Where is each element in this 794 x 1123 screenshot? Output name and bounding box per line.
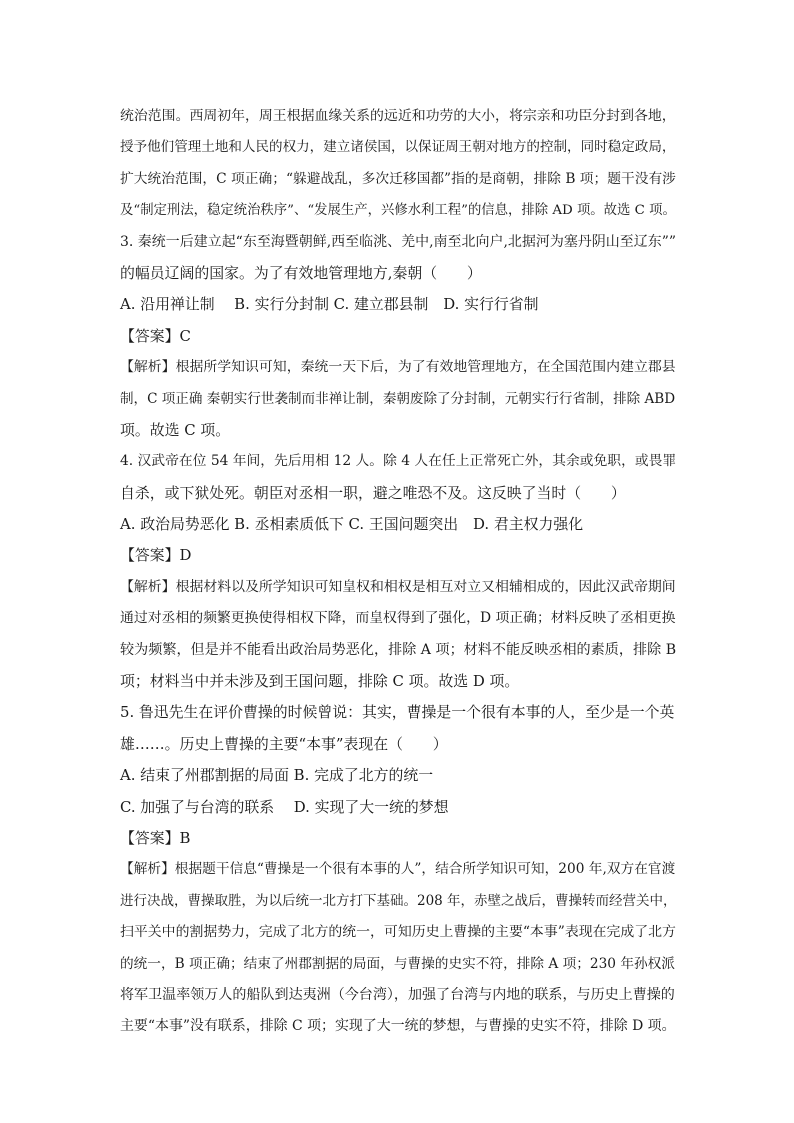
text-line: 5. 鲁迅先生在评价曹操的时候曾说：其实，曹操是一个很有本事的人，至少是一个英 [120, 703, 675, 722]
text-line: 的幅员辽阔的国家。为了有效地管理地方,秦朝（ ） [120, 263, 482, 282]
text-line: 【答案】C [120, 326, 191, 345]
text-line: 扩大统治范围，C 项正确；“躲避战乱，多次迁移国都”指的是商朝，排除 B 项；题干没有涉 [120, 170, 676, 187]
text-line: 将军卫温率领万人的船队到达夷洲（今台湾），加强了台湾与内地的联系，与历史上曹操的 [120, 986, 675, 1003]
text-line: A. 政治局势恶化 B. 丞相素质低下 C. 王国问题突出 D. 君主权力强化 [120, 515, 584, 534]
document-body [120, 101, 680, 1043]
text-line: 较为频繁，但是并不能看出政治局势恶化，排除 A 项；材料不能反映丞相的素质，排除 B [120, 641, 677, 658]
text-line: 扫平关中的割据势力，完成了北方的统一，可知历史上曹操的主要“本事”表现在完成了北方 [120, 924, 676, 941]
text-line: 3. 秦统一后建立起“东至海暨朝鲜,西至临洮、羌中,南至北向户,北据河为塞丹阴山至辽东”” [120, 233, 677, 250]
text-line: 主要“本事”没有联系，排除 C 项；实现了大一统的梦想，与曹操的史实不符，排除 D 项。 [120, 1018, 676, 1035]
text-line: 4. 汉武帝在位 54 年间，先后用相 12 人。除 4 人在任上正常死亡外，其余或免职，或畏罪 [120, 453, 677, 470]
text-line: C. 加强了与台湾的联系 D. 实现了大一统的梦想 [120, 797, 449, 816]
text-line: 项；材料当中并未涉及到王国问题，排除 C 项。故选 D 项。 [120, 672, 520, 691]
text-line: 进行决战，曹操取胜，为以后统一北方打下基础。208 年，赤壁之战后，曹操转而经营关中， [120, 892, 677, 909]
text-line: 【答案】B [120, 828, 191, 847]
text-line: 统治范围。西周初年，周王根据血缘关系的远近和功劳的大小，将宗亲和功臣分封到各地， [120, 108, 676, 124]
text-line: 项。故选 C 项。 [120, 420, 231, 439]
text-line: 制，C 项正确 秦朝实行世袭制而非禅让制，秦朝废除了分封制，元朝实行行省制，排除 ABD [120, 390, 676, 407]
text-line: 【解析】根据题干信息“曹操是一个很有本事的人”，结合所学知识可知，200 年,双方在官渡 [120, 861, 676, 878]
text-line: A. 结束了州郡割据的局面 B. 完成了北方的统一 [120, 766, 434, 785]
text-line: A. 沿用禅让制 B. 实行分封制 C. 建立郡县制 D. 实行行省制 [120, 295, 539, 314]
text-line: 的统一，B 项正确；结束了州郡割据的局面，与曹操的史实不符，排除 A 项；230 年孙权派 [120, 955, 675, 972]
text-line: 【答案】D [120, 546, 192, 565]
text-line: 及“制定刑法，稳定统治秩序”、“发展生产，兴修水利工程”的信息，排除 AD 项。故选 C 项。 [120, 203, 676, 219]
text-line: 雄……。历史上曹操的主要“本事”表现在（ ） [120, 734, 448, 753]
text-line: 【解析】根据所学知识可知，秦统一天下后，为了有效地管理地方，在全国范围内建立郡县 [120, 359, 676, 376]
text-line: 【解析】根据材料以及所学知识可知皇权和相权是相互对立又相辅相成的，因此汉武帝期间 [120, 578, 676, 595]
text-line: 授予他们管理土地和人民的权力，建立诸侯国，以保证周王朝对地方的控制，同时稳定政局， [120, 139, 676, 156]
text-line: 通过对丞相的频繁更换使得相权下降，而皇权得到了强化，D 项正确；材料反映了丞相更换 [120, 610, 676, 627]
text-line: 自杀，或下狱处死。朝臣对丞相一职，避之唯恐不及。这反映了当时（ ） [120, 483, 626, 502]
